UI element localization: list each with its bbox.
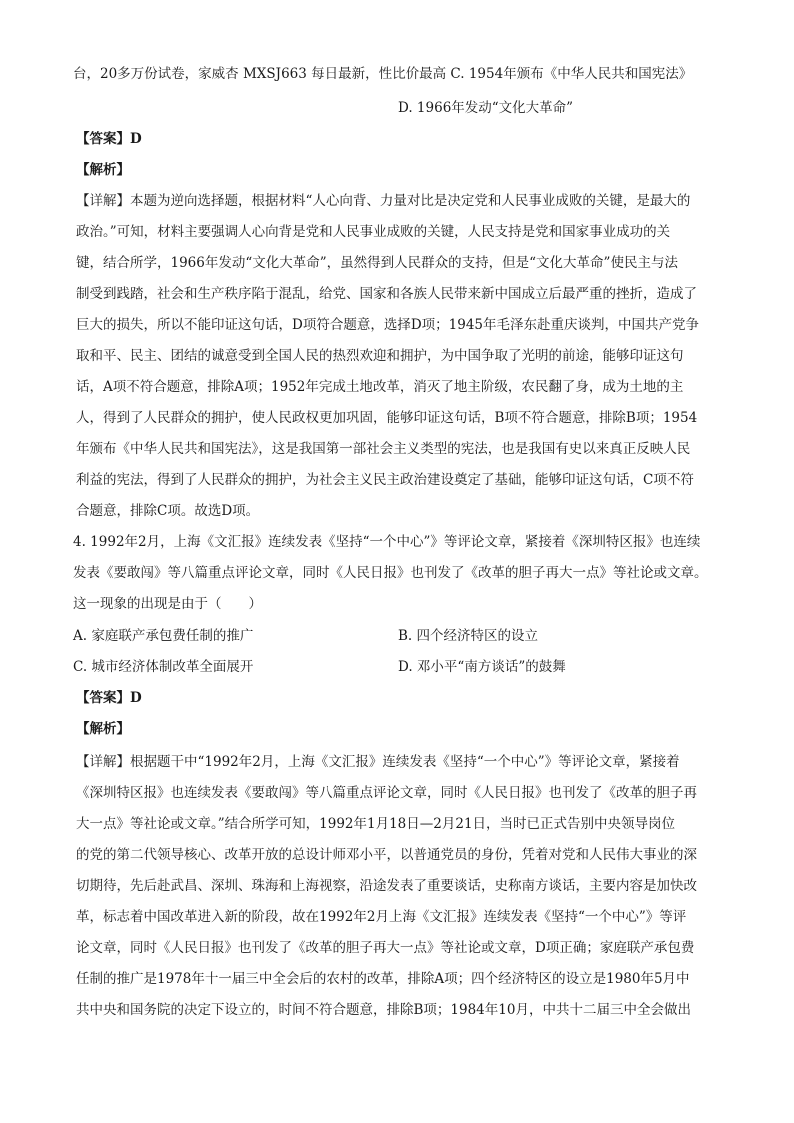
detail-line: 【详解】根据题干中“1992年2月，上海《文汇报》连续发表《坚持“一个中心”》等评论文章，紧接着 — [76, 754, 680, 770]
option-d: D. 邓小平“南方谈话”的鼓舞 — [398, 659, 566, 675]
answer-label: 【答案】D — [76, 131, 142, 147]
option-a: A. 家庭联产承包费任制的推广 — [73, 628, 254, 644]
detail-line: 取和平、民主、团结的诚意受到全国人民的热烈欢迎和拥护，为中国争取了光明的前途，能够印证这句 — [76, 348, 684, 364]
continuation-line: 台，20多万份试卷，家威杏 MXSJ663 每日最新，性比价最高 C. 1954年颁布《中华人民共和国宪法》 — [73, 66, 693, 82]
option-b: B. 四个经济特区的设立 — [398, 628, 539, 644]
detail-line: 利益的宪法，得到了人民群众的拥护，为社会主义民主政治建设奠定了基础，能够印证这句话，C项不符 — [76, 472, 694, 488]
detail-line: 革，标志着中国改革进入新的阶段，故在1992年2月上海《文汇报》连续发表《坚持“一个中心”》等评 — [76, 909, 687, 925]
detail-line: 巨大的损失，所以不能印证这句话，D项符合题意，选择D项；1945年毛泽东赴重庆谈判，中国共产党争 — [76, 317, 700, 333]
detail-line: 论文章，同时《人民日报》也刊发了《改革的胆子再大一点》等社论或文章，D项正确；家庭联产承包费 — [76, 940, 695, 956]
question-stem: 这一现象的出现是由于（ ） — [73, 596, 262, 612]
detail-line: 【详解】本题为逆向选择题，根据材料“人心向背、力量对比是决定党和人民事业成败的关键，是最大的 — [76, 193, 691, 209]
detail-line: 《深圳特区报》也连续发表《要敢闯》等八篇重点评论文章，同时《人民日报》也刊发了《改革的胆子再 — [76, 785, 697, 801]
option-d-prev: D. 1966年发动“文化大革命” — [398, 100, 574, 116]
option-c: C. 城市经济体制改革全面展开 — [73, 659, 254, 675]
answer-label: 【答案】D — [76, 690, 142, 706]
detail-line: 切期待，先后赴武昌、深圳、珠海和上海视察，沿途发表了重要谈话，史称南方谈话，主要内容是加快改 — [76, 878, 697, 894]
question-stem: 4. 1992年2月，上海《文汇报》连续发表《坚持“一个中心”》等评论文章，紧接着《深圳特区报》也连续 — [73, 534, 701, 550]
question-stem: 发表《要敢闯》等八篇重点评论文章，同时《人民日报》也刊发了《改革的胆子再大一点》等社论或文章。 — [73, 565, 708, 581]
detail-line: 年颁布《中华人民共和国宪法》，这是我国第一部社会主义类型的宪法，也是我国有史以来真正反映人民 — [76, 441, 691, 457]
detail-line: 政治。”可知，材料主要强调人心向背是党和人民事业成败的关键，人民支持是党和国家事业成功的关 — [76, 224, 671, 240]
detail-line: 的党的第二代领导核心、改革开放的总设计师邓小平，以普通党员的身份，凭着对党和人民伟大事业的深 — [76, 847, 697, 863]
detail-line: 制受到践踏，社会和生产秩序陷于混乱，给党、国家和各族人民带来新中国成立后最严重的挫折，造成了 — [76, 286, 697, 302]
detail-line: 共中央和国务院的决定下设立的，时间不符合题意，排除B项；1984年10月，中共十二届三中全会做出 — [76, 1002, 691, 1018]
analysis-label: 【解析】 — [76, 162, 130, 178]
detail-line: 任制的推广是1978年十一届三中全会后的农村的改革，排除A项；四个经济特区的设立是1980年5月中 — [76, 971, 690, 987]
analysis-label: 【解析】 — [76, 721, 130, 737]
detail-line: 人，得到了人民群众的拥护，使人民政权更加巩固，能够印证这句话，B项不符合题意，排除B项；1954 — [76, 410, 698, 426]
detail-line: 合题意，排除C项。故选D项。 — [76, 503, 260, 519]
detail-line: 话，A项不符合题意，排除A项；1952年完成土地改革，消灭了地主阶级，农民翻了身，成为土地的主 — [76, 379, 684, 395]
detail-line: 大一点》等社论或文章。”结合所学可知，1992年1月18日—2月21日，当时已正式告别中央领导岗位 — [76, 816, 676, 832]
detail-line: 键，结合所学，1966年发动“文化大革命”，虽然得到人民群众的支持，但是“文化大革命”使民主与法 — [76, 255, 678, 271]
